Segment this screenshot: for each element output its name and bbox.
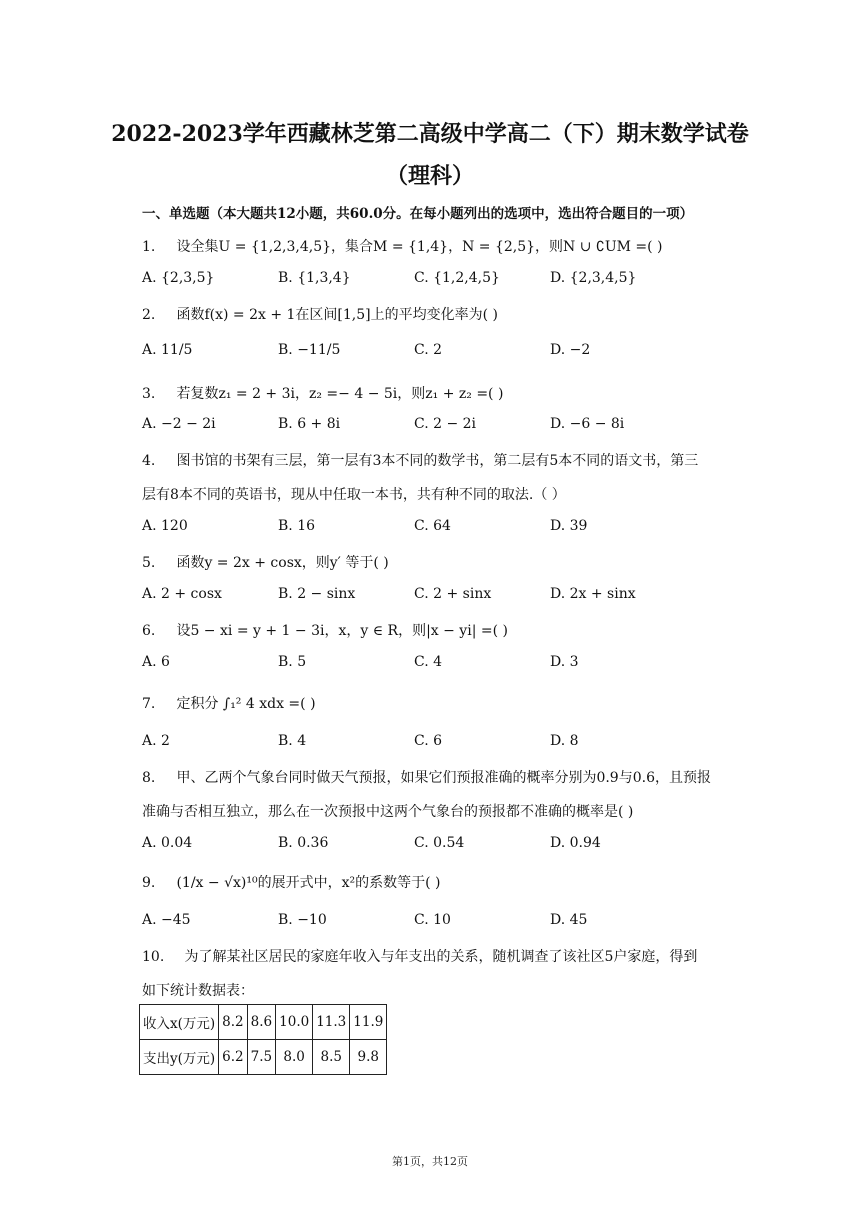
table-cell: 支出y(万元) xyxy=(140,1040,219,1075)
option-d[interactable]: D. 39 xyxy=(550,518,588,534)
option-d[interactable]: D. 2x + sinx xyxy=(550,586,636,602)
table-cell: 11.3 xyxy=(313,1005,350,1040)
option-c[interactable]: C. 64 xyxy=(414,518,451,534)
option-a[interactable]: A. 2 xyxy=(142,733,170,749)
option-d[interactable]: D. 8 xyxy=(550,733,579,749)
option-c[interactable]: C. {1,2,4,5} xyxy=(414,270,500,286)
question-10 xyxy=(142,946,697,966)
table-cell: 8.6 xyxy=(247,1005,275,1040)
question-3 xyxy=(142,383,503,403)
option-b[interactable]: B. 0.36 xyxy=(278,835,329,851)
question-10-continued: 如下统计数据表： xyxy=(142,983,254,999)
question-text: 设5 − xi = y + 1 − 3i，x，y ∈ R，则|x − yi| =( ) xyxy=(176,623,508,639)
option-a[interactable]: A. 0.04 xyxy=(142,835,193,851)
table-row xyxy=(140,1005,387,1040)
question-number: 7. xyxy=(142,696,156,712)
question-text: 函数y = 2x + cosx，则y′ 等于( ) xyxy=(176,555,389,571)
option-a[interactable]: A. 2 + cosx xyxy=(142,586,222,602)
option-c[interactable]: C. 2 − 2i xyxy=(414,416,477,432)
option-b[interactable]: B. −11/5 xyxy=(278,342,341,358)
option-d[interactable]: D. {2,3,4,5} xyxy=(550,270,637,286)
table-cell: 9.8 xyxy=(350,1040,387,1075)
option-d[interactable]: D. 3 xyxy=(550,654,579,670)
question-number: 2. xyxy=(142,307,156,323)
question-number: 1. xyxy=(142,239,156,255)
option-c[interactable]: C. 2 + sinx xyxy=(414,586,492,602)
option-c[interactable]: C. 0.54 xyxy=(414,835,465,851)
question-8 xyxy=(142,767,711,787)
question-number: 10. xyxy=(142,949,165,965)
table-cell: 8.5 xyxy=(313,1040,350,1075)
table-cell: 11.9 xyxy=(350,1005,387,1040)
question-number: 8. xyxy=(142,770,156,786)
option-c[interactable]: C. 6 xyxy=(414,733,443,749)
table-cell: 收入x(万元) xyxy=(140,1005,219,1040)
question-text: 定积分 ∫₁² 4 xdx =( ) xyxy=(176,696,316,712)
question-4 xyxy=(142,450,698,470)
option-a[interactable]: A. 11/5 xyxy=(142,342,193,358)
table-row xyxy=(140,1040,387,1075)
option-d[interactable]: D. −2 xyxy=(550,342,591,358)
table-cell: 10.0 xyxy=(276,1005,313,1040)
question-8-continued: 准确与否相互独立，那么在一次预报中这两个气象台的预报都不准确的概率是( ) xyxy=(142,804,634,820)
question-number: 4. xyxy=(142,453,156,469)
question-text: 甲、乙两个气象台同时做天气预报，如果它们预报准确的概率分别为0.9与0.6，且预报 xyxy=(176,770,711,786)
question-9 xyxy=(142,872,440,892)
option-c[interactable]: C. 4 xyxy=(414,654,443,670)
option-c[interactable]: C. 2 xyxy=(414,342,443,358)
option-c[interactable]: C. 10 xyxy=(414,912,451,928)
option-a[interactable]: A. −45 xyxy=(142,912,191,928)
table-cell: 6.2 xyxy=(219,1040,247,1075)
question-text: 若复数z₁ = 2 + 3i，z₂ =− 4 − 5i，则z₁ + z₂ =( ) xyxy=(176,386,504,402)
question-1 xyxy=(142,236,663,256)
option-b[interactable]: B. 16 xyxy=(278,518,316,534)
exam-subtitle: （理科） xyxy=(385,163,474,189)
section-heading: 一、单选题（本大题共12小题，共60.0分。在每小题列出的选项中，选出符合题目的一项） xyxy=(142,206,694,222)
exam-title: 2022-2023学年西藏林芝第二高级中学高二（下）期末数学试卷 xyxy=(111,121,749,147)
option-b[interactable]: B. −10 xyxy=(278,912,327,928)
table-cell: 7.5 xyxy=(247,1040,275,1075)
page-footer: 第1页，共12页 xyxy=(392,1155,468,1168)
question-number: 9. xyxy=(142,875,156,891)
question-text: 图书馆的书架有三层，第一层有3本不同的数学书，第二层有5本不同的语文书，第三 xyxy=(176,453,699,469)
statistics-table xyxy=(139,1004,387,1075)
option-b[interactable]: B. 5 xyxy=(278,654,307,670)
question-7 xyxy=(142,693,316,713)
option-a[interactable]: A. {2,3,5} xyxy=(142,270,215,286)
question-4-continued: 层有8本不同的英语书，现从中任取一本书，共有种不同的取法.（ ） xyxy=(142,487,566,503)
question-text: 设全集U = {1,2,3,4,5}，集合M = {1,4}，N = {2,5}，则N ∪ ∁UM =( ) xyxy=(176,239,663,255)
question-5 xyxy=(142,552,389,572)
option-d[interactable]: D. −6 − 8i xyxy=(550,416,625,432)
question-number: 3. xyxy=(142,386,156,402)
option-b[interactable]: B. 4 xyxy=(278,733,307,749)
question-text: (1/x − √x)¹⁰的展开式中，x²的系数等于( ) xyxy=(176,875,441,891)
option-b[interactable]: B. {1,3,4} xyxy=(278,270,351,286)
option-a[interactable]: A. 120 xyxy=(142,518,188,534)
table-cell: 8.2 xyxy=(219,1005,247,1040)
question-number: 5. xyxy=(142,555,156,571)
option-b[interactable]: B. 2 − sinx xyxy=(278,586,356,602)
option-d[interactable]: D. 0.94 xyxy=(550,835,601,851)
option-a[interactable]: A. 6 xyxy=(142,654,170,670)
question-6 xyxy=(142,620,508,640)
option-d[interactable]: D. 45 xyxy=(550,912,588,928)
question-text: 函数f(x) = 2x + 1在区间[1,5]上的平均变化率为( ) xyxy=(176,307,498,323)
option-b[interactable]: B. 6 + 8i xyxy=(278,416,341,432)
question-2 xyxy=(142,304,498,324)
table-cell: 8.0 xyxy=(276,1040,313,1075)
option-a[interactable]: A. −2 − 2i xyxy=(142,416,216,432)
question-number: 6. xyxy=(142,623,156,639)
question-text: 为了解某社区居民的家庭年收入与年支出的关系，随机调查了该社区5户家庭，得到 xyxy=(184,949,698,965)
